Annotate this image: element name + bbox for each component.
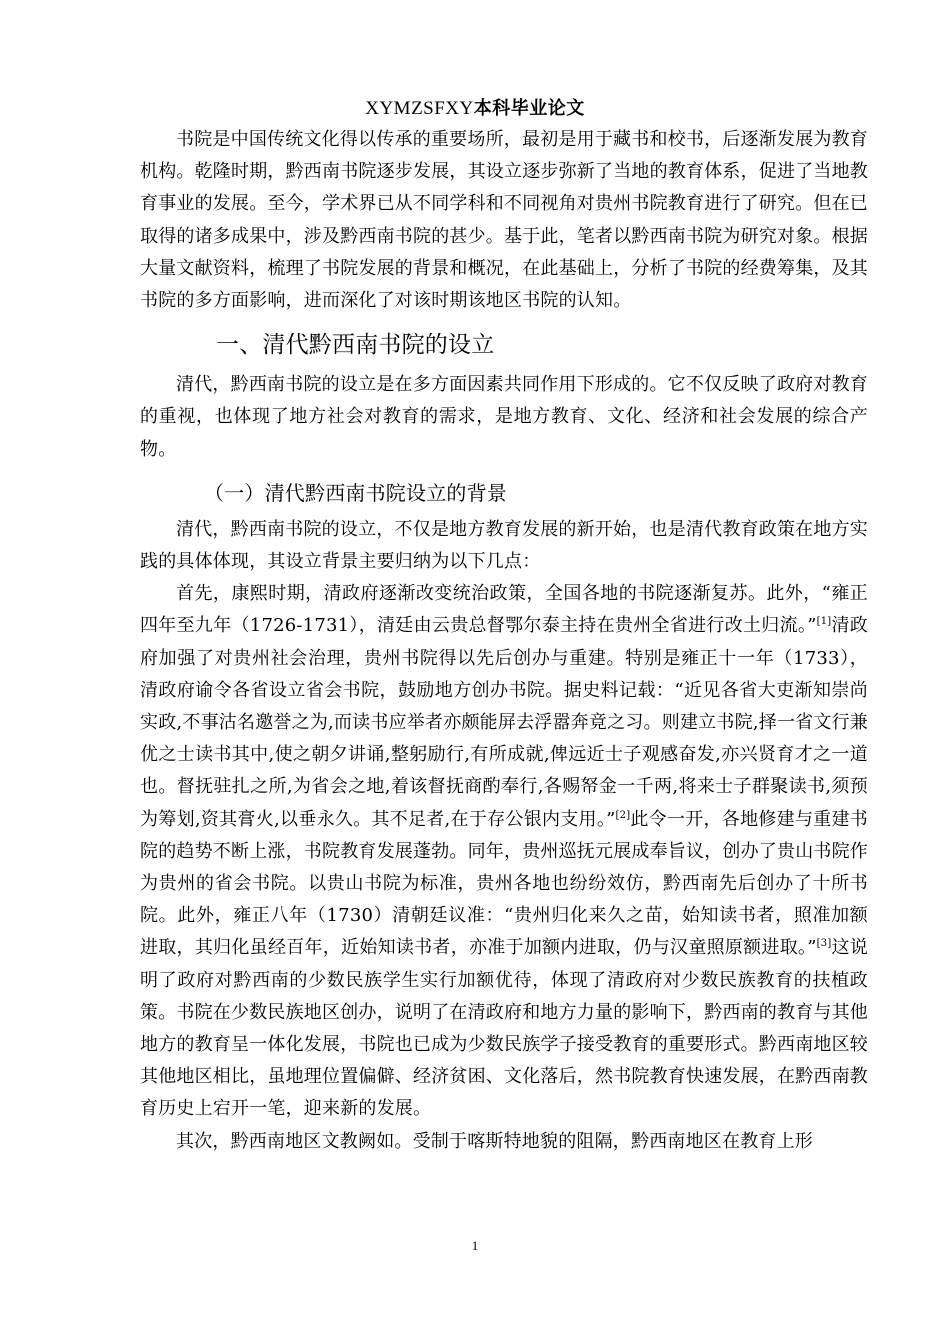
document-body <box>140 124 868 1158</box>
header-code: XYMZSFXY <box>365 98 474 119</box>
first-point-text-b: 清政府加强了对贵州社会治理，贵州书院得以先后创办与重建。特别是雍正十一年（1733），清政府谕令各省设立省会书院，鼓励地方创办书院。据史料记载：“近见各省大吏渐知崇尚实政,不事沽名邀誉之为,而读书应举者亦颇能屏去浮嚣奔竟之习。则建立书院,择一省文行兼优之士读书其中,使之朝夕讲诵,整躬励行,有所成就,俾远近士子观感奋发,亦兴贤育才之一道也。督抚驻扎之所,为省会之地,着该督抚商酌奉行,各赐帑金一千两,将来士子群聚读书,须预为筹划,资其膏火,以垂永久。其不足者,在于存公银内支用。” <box>140 615 868 830</box>
subsection-paragraph: 清代，黔西南书院的设立，不仅是地方教育发展的新开始，也是清代教育政策在地方实践的具体体现，其设立背景主要归纳为以下几点： <box>140 518 868 573</box>
page-header <box>0 96 950 121</box>
header-label: 本科毕业论文 <box>473 98 585 119</box>
intro-paragraph: 书院是中国传统文化得以传承的重要场所，最初是用于藏书和校书，后逐渐发展为教育机构。乾隆时期，黔西南书院逐步发展，其设立逐步弥新了当地的教育体系，促进了当地教育事业的发展。至今，学术界已从不同学科和不同视角对贵州书院教育进行了研究。但在已取得的诸多成果中，涉及黔西南书院的甚少。基于此，笔者以黔西南书院为研究对象。根据大量文献资料，梳理了书院发展的背景和概况，在此基础上，分析了书院的经费筹集，及其书院的多方面影响，进而深化了对该时期该地区书院的认知。 <box>140 129 868 312</box>
section-paragraph: 清代，黔西南书院的设立是在多方面因素共同作用下形成的。它不仅反映了政府对教育的重视，也体现了地方社会对教育的需求，是地方教育、文化、经济和社会发展的综合产物。 <box>140 374 868 460</box>
subsection-heading: （一）清代黔西南书院设立的背景 <box>204 480 507 505</box>
section-heading: 一、清代黔西南书院的设立 <box>216 332 495 359</box>
first-point-text-c: 此令一开，各地修建与重建书院的趋势不断上涨，书院教育发展蓬勃。同年，贵州巡抚元展成奉旨议，创办了贵山书院作为贵州的省会书院。以贵山书院为标准，贵州各地也纷纷效仿，黔西南先后创办了十所书院。此外，雍正八年（1730）清朝廷议准：“贵州归化来久之苗，始知读书者，照准加额进取，其归化虽经百年，近始知读书者，亦准于加额内进取，仍与汉童照原额进取。” <box>140 808 868 959</box>
first-point-paragraph <box>140 578 868 1125</box>
second-point-paragraph: 其次，黔西南地区文教阙如。受制于喀斯特地貌的阻隔，黔西南地区在教育上形 <box>176 1130 813 1152</box>
first-point-text-d: 这说明了政府对黔西南的少数民族学生实行加额优待，体现了清政府对少数民族教育的扶植政策。书院在少数民族地区创办，说明了在清政府和地方力量的影响下，黔西南的教育与其他地方的教育呈一体化发展，书院也已成为少数民族学子接受教育的重要形式。黔西南地区较其他地区相比，虽地理位置偏僻、经济贫困、文化落后，然书院教育快速发展，在黔西南教育历史上宕开一笔，迎来新的发展。 <box>140 937 868 1120</box>
citation-2: [2] <box>615 809 631 821</box>
citation-1: [1] <box>816 616 832 628</box>
page-number: 1 <box>471 1238 479 1253</box>
citation-3: [3] <box>816 938 832 950</box>
first-point-text-a: 首先，康熙时期，清政府逐渐改变统治政策，全国各地的书院逐渐复苏。此外，“雍正四年至九年（1726-1731），清廷由云贵总督鄂尔泰主持在贵州全省进行改土归流。” <box>140 583 868 637</box>
